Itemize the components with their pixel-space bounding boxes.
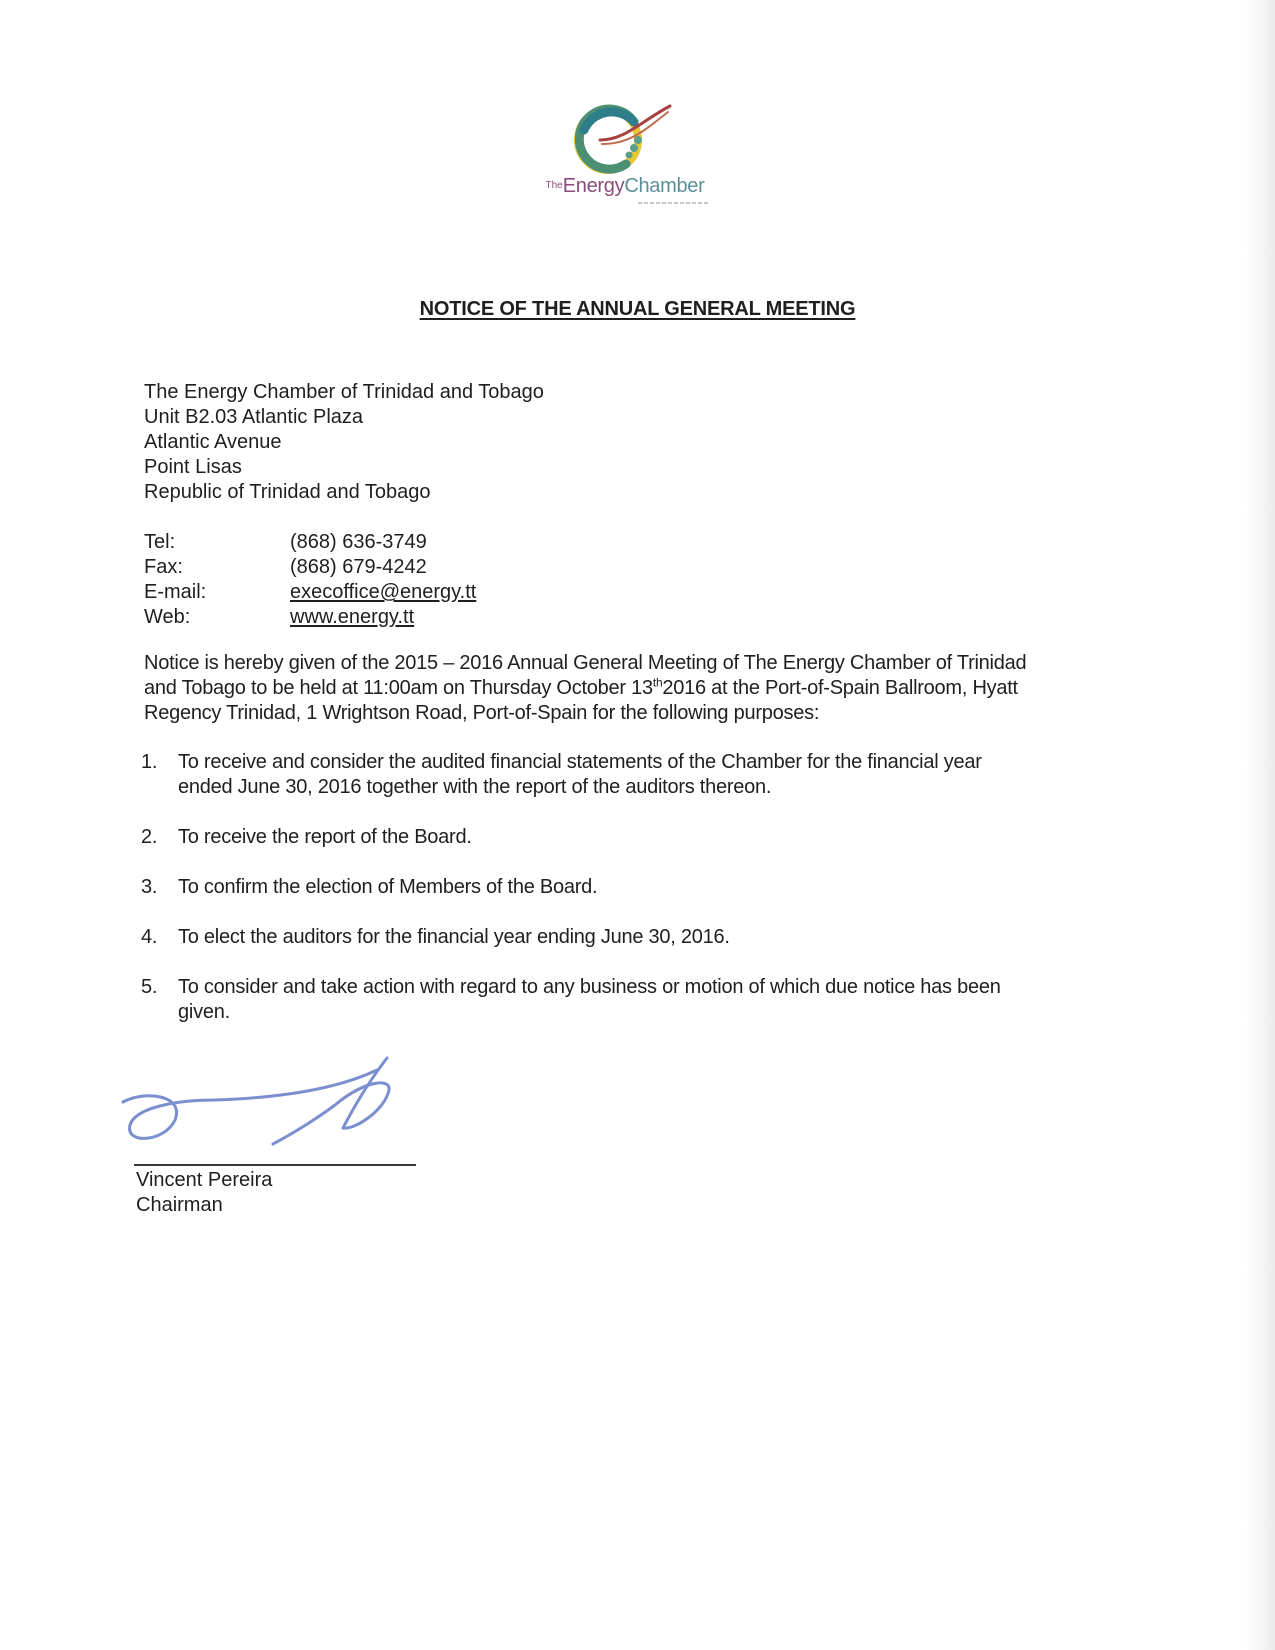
list-item-line: To receive the report of the Board. bbox=[178, 826, 472, 848]
notice-line bbox=[144, 676, 1144, 701]
contact-block bbox=[144, 530, 476, 630]
notice-text: and Tobago to be held at 11:00am on Thursday October 13 bbox=[144, 677, 653, 699]
contact-row-email bbox=[144, 580, 476, 605]
list-item-text bbox=[178, 750, 982, 800]
list-item-number: 5. bbox=[141, 976, 158, 998]
list-item-line: ended June 30, 2016 together with the report of the auditors thereon. bbox=[178, 776, 772, 798]
energy-chamber-logo bbox=[530, 100, 720, 230]
list-item-line: To receive and consider the audited financial statements of the Chamber for the financial year bbox=[178, 751, 982, 773]
address-line: Point Lisas bbox=[144, 456, 242, 478]
contact-label: E-mail: bbox=[144, 581, 207, 603]
contact-label: Fax: bbox=[144, 556, 183, 578]
email-link[interactable]: execoffice@energy.tt bbox=[290, 581, 477, 603]
list-item-number: 1. bbox=[141, 751, 158, 773]
handwritten-signature bbox=[115, 1050, 415, 1160]
contact-label: Tel: bbox=[144, 531, 176, 553]
signature-line bbox=[134, 1164, 416, 1166]
list-item-number: 3. bbox=[141, 876, 158, 898]
logo-energy: Energy bbox=[562, 175, 625, 197]
logo-tagline bbox=[638, 202, 708, 204]
list-item-text bbox=[178, 925, 730, 950]
website-link[interactable]: www.energy.tt bbox=[290, 606, 415, 628]
logo-emblem-icon bbox=[530, 100, 720, 180]
address-line: Atlantic Avenue bbox=[144, 431, 282, 453]
contact-row-web bbox=[144, 605, 476, 630]
notice-line: Notice is hereby given of the 2015 – 2016 Annual General Meeting of The Energy Chamber of Trinidad bbox=[144, 652, 1027, 674]
page-edge-shadow bbox=[1245, 0, 1275, 1650]
tel-value: (868) 636-3749 bbox=[290, 531, 427, 553]
list-item bbox=[141, 750, 1141, 800]
address-block bbox=[144, 380, 544, 505]
list-item bbox=[141, 925, 1141, 950]
address-line: Republic of Trinidad and Tobago bbox=[144, 481, 431, 503]
notice-text: 2016 at the Port-of-Spain Ballroom, Hyatt bbox=[662, 677, 1018, 699]
logo-wordmark bbox=[530, 175, 720, 198]
purposes-list bbox=[141, 750, 1141, 1050]
list-item-text bbox=[178, 825, 472, 850]
address-line: Unit B2.03 Atlantic Plaza bbox=[144, 406, 364, 428]
signature-scribble bbox=[115, 1050, 415, 1160]
list-item-number: 2. bbox=[141, 826, 158, 848]
notice-line: Regency Trinidad, 1 Wrightson Road, Port-of-Spain for the following purposes: bbox=[144, 702, 820, 724]
list-item-number: 4. bbox=[141, 926, 158, 948]
address-line: The Energy Chamber of Trinidad and Tobago bbox=[144, 381, 544, 403]
contact-label: Web: bbox=[144, 606, 191, 628]
list-item-text bbox=[178, 975, 1001, 1025]
contact-row-tel bbox=[144, 530, 476, 555]
signer-title: Chairman bbox=[136, 1194, 223, 1216]
list-item-line: given. bbox=[178, 1001, 230, 1023]
contact-row-fax bbox=[144, 555, 476, 580]
logo-the: The bbox=[545, 180, 563, 191]
fax-value: (868) 679-4242 bbox=[290, 556, 427, 578]
list-item-text bbox=[178, 875, 597, 900]
signer-name: Vincent Pereira bbox=[136, 1169, 273, 1191]
list-item-line: To consider and take action with regard to any business or motion of which due notice has been bbox=[178, 976, 1001, 998]
notice-superscript: th bbox=[652, 675, 663, 690]
notice-paragraph bbox=[144, 651, 1144, 726]
list-item bbox=[141, 975, 1141, 1025]
page-title: NOTICE OF THE ANNUAL GENERAL MEETING bbox=[419, 298, 856, 320]
list-item bbox=[141, 875, 1141, 900]
list-item bbox=[141, 825, 1141, 850]
list-item-line: To elect the auditors for the financial year ending June 30, 2016. bbox=[178, 926, 730, 948]
list-item-line: To confirm the election of Members of the Board. bbox=[178, 876, 598, 898]
logo-chamber: Chamber bbox=[624, 175, 705, 197]
